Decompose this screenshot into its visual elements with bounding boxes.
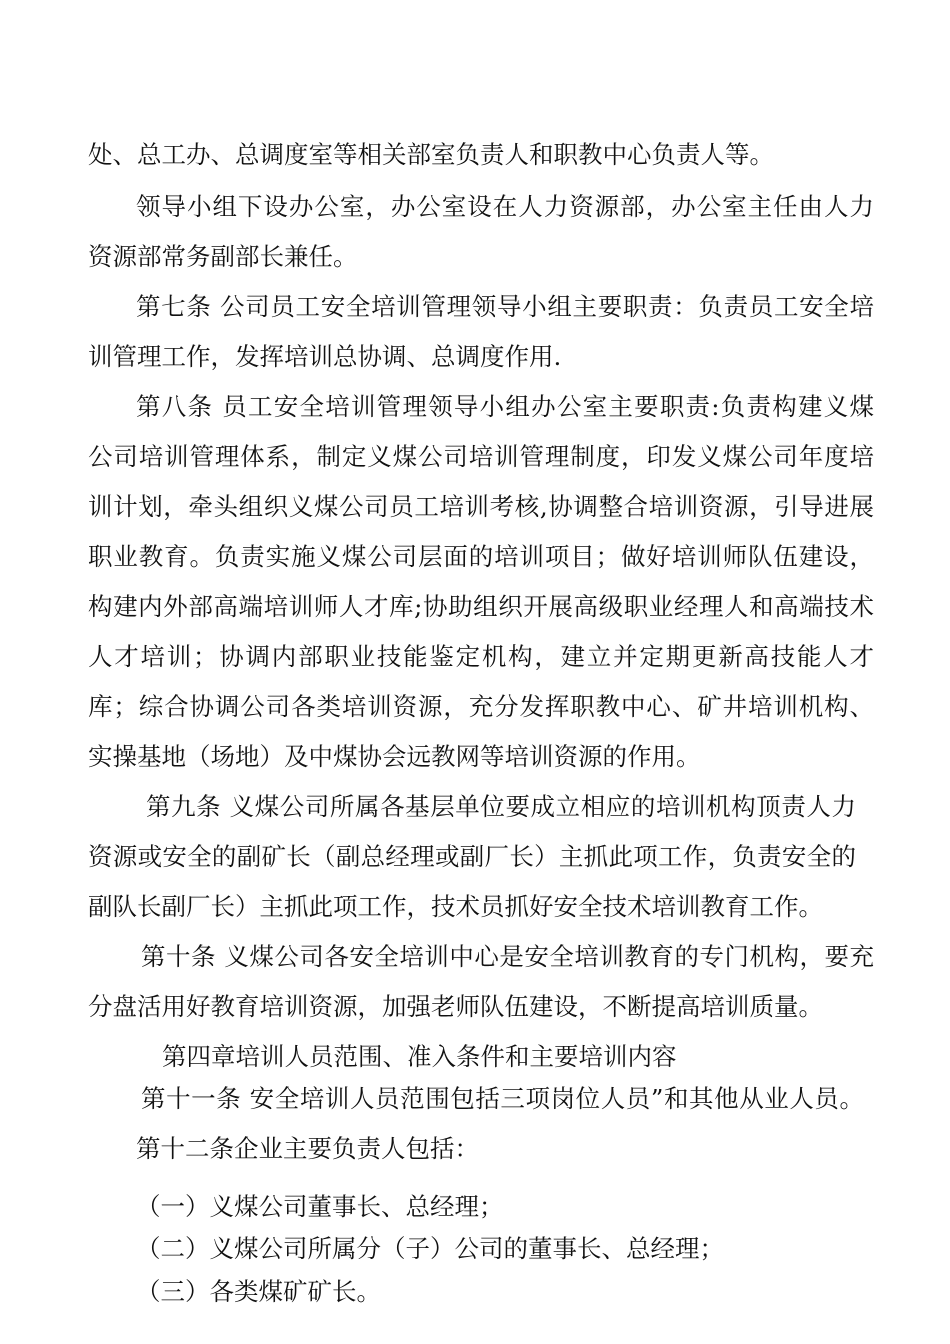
text-line: 处、总工办、总调度室等相关部室负责人和职教中心负责人等。 — [88, 140, 774, 169]
article-12-heading-line: 第十二条企业主要负责人包括： — [136, 1134, 479, 1163]
chapter-4-heading: 第四章培训人员范围、准入条件和主要培训内容 — [162, 1042, 677, 1071]
list-item: （二）义煤公司所属分（子）公司的董事长、总经理； — [136, 1234, 724, 1263]
article-9-heading-line: 第九条 义煤公司所属各基层单位要成立相应的培训机构顶责人力 — [146, 792, 856, 821]
text-line: 实操基地（场地）及中煤协会远教网等培训资源的作用。 — [88, 742, 701, 771]
text-line: 库；综合协调公司各类培训资源，充分发挥职教中心、矿井培训机构、 — [88, 692, 874, 721]
text-line: 训计划，牵头组织义煤公司员工培训考核,协调整合培训资源，引导进展 — [88, 492, 874, 521]
text-line: 职业教育。负责实施义煤公司层面的培训项目；做好培训师队伍建设， — [88, 542, 874, 571]
text-line: 人才培训；协调内部职业技能鉴定机构，建立并定期更新高技能人才 — [88, 642, 874, 671]
article-10-heading-line: 第十条 义煤公司各安全培训中心是安全培训教育的专门机构，要充 — [141, 942, 874, 971]
article-8-heading-line: 第八条 员工安全培训管理领导小组办公室主要职责:负责构建义煤 — [136, 392, 874, 421]
article-11-heading-line: 第十一条 安全培训人员范围包括三项岗位人员”和其他从业人员。 — [141, 1084, 864, 1113]
article-7-heading-line: 第七条 公司员工安全培训管理领导小组主要职责：负责员工安全培 — [136, 292, 874, 321]
text-line: 训管理工作，发挥培训总协调、总调度作用. — [88, 342, 562, 371]
text-line: 资源或安全的副矿长（副总经理或副厂长）主抓此项工作，负责安全的 — [88, 842, 856, 871]
text-line: 构建内外部高端培训师人才库;协助组织开展高级职业经理人和高端技术 — [88, 592, 874, 621]
text-line: 分盘活用好教育培训资源，加强老师队伍建设，不断提高培训质量。 — [88, 992, 823, 1021]
list-item: （三）各类煤矿矿长。 — [136, 1277, 381, 1306]
text-line: 副队长副厂长）主抓此项工作，技术员抓好安全技术培训教育工作。 — [88, 892, 823, 921]
text-line: 资源部常务副部长兼任。 — [88, 242, 358, 271]
text-line: 领导小组下设办公室，办公室设在人力资源部，办公室主任由人力 — [136, 192, 874, 221]
text-line: 公司培训管理体系，制定义煤公司培训管理制度，印发义煤公司年度培 — [88, 442, 874, 471]
list-item: （一）义煤公司董事长、总经理； — [136, 1192, 504, 1221]
